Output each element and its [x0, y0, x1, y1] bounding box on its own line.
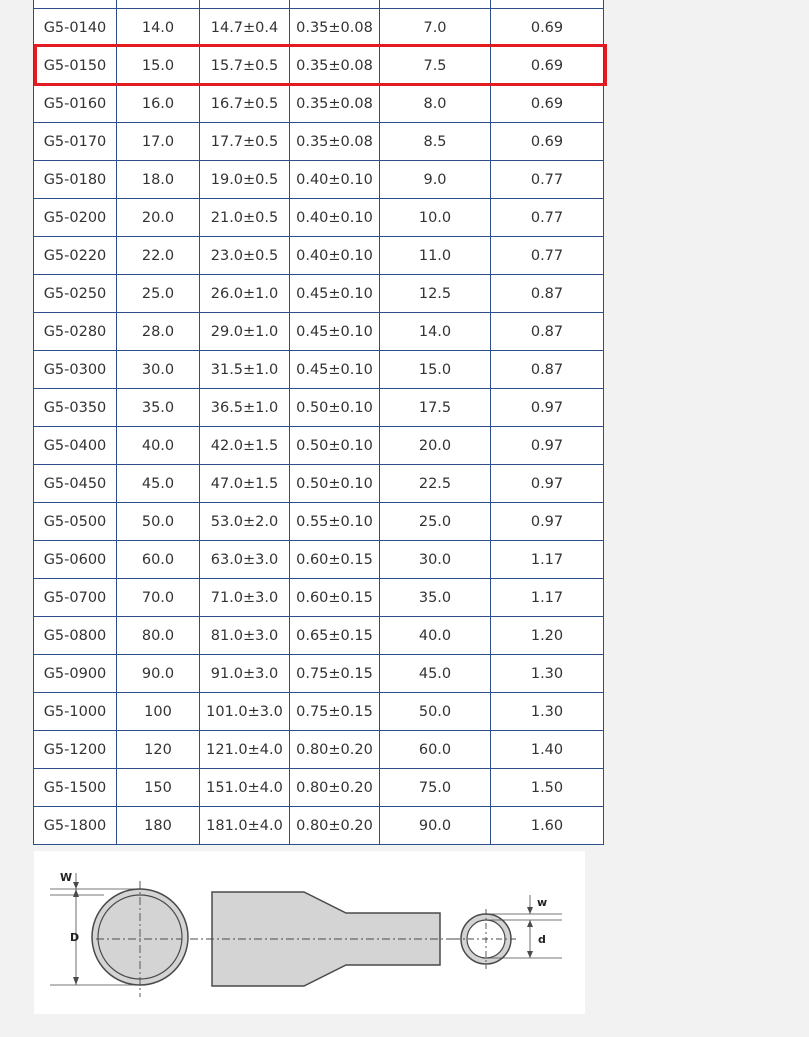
cell-wall-thickness: 0.75±0.15 — [290, 693, 380, 731]
cell-size: 30.0 — [117, 351, 200, 389]
cell-recovered-diameter: 8.0 — [380, 85, 491, 123]
cell-part-number — [33, 0, 117, 9]
table-row — [33, 731, 604, 769]
cell-size: 20.0 — [117, 199, 200, 237]
D-arrow-top — [73, 889, 79, 897]
cell-wall-thickness: 0.55±0.10 — [290, 503, 380, 541]
cell-wall-thickness: 0.65±0.15 — [290, 617, 380, 655]
cell-size: 17.0 — [117, 123, 200, 161]
cell-recovered-diameter: 7.0 — [380, 9, 491, 47]
cell-part-number: G5-1800 — [33, 807, 117, 845]
cell-weight: 0.87 — [491, 275, 604, 313]
cell-wall-thickness: 0.60±0.15 — [290, 579, 380, 617]
table-row — [33, 693, 604, 731]
cell-weight: 0.69 — [491, 85, 604, 123]
cell-part-number: G5-0250 — [33, 275, 117, 313]
table-row-highlighted — [33, 47, 604, 85]
table-row — [33, 0, 604, 9]
cell-part-number: G5-0450 — [33, 465, 117, 503]
table-row — [33, 617, 604, 655]
cell-size: 120 — [117, 731, 200, 769]
cell-recovered-diameter: 60.0 — [380, 731, 491, 769]
cell-part-number: G5-1000 — [33, 693, 117, 731]
cell-recovered-diameter: 20.0 — [380, 427, 491, 465]
cell-part-number: G5-0140 — [33, 9, 117, 47]
cell-size: 100 — [117, 693, 200, 731]
table-row — [33, 807, 604, 845]
table-row — [33, 199, 604, 237]
end-view-large — [50, 871, 188, 997]
cell-weight: 1.17 — [491, 541, 604, 579]
cell-wall-thickness: 0.35±0.08 — [290, 47, 380, 85]
end-view-small — [454, 895, 562, 969]
cell-outer-diameter: 19.0±0.5 — [200, 161, 290, 199]
table-row — [33, 313, 604, 351]
cell-part-number: G5-0300 — [33, 351, 117, 389]
cell-recovered-diameter: 9.0 — [380, 161, 491, 199]
cell-wall-thickness: 0.80±0.20 — [290, 731, 380, 769]
cell-wall-thickness: 0.50±0.10 — [290, 427, 380, 465]
cell-wall-thickness: 0.45±0.10 — [290, 275, 380, 313]
cell-wall-thickness — [290, 0, 380, 9]
dimension-diagram — [34, 851, 585, 1014]
cell-size: 80.0 — [117, 617, 200, 655]
cell-weight: 0.97 — [491, 389, 604, 427]
table-row — [33, 123, 604, 161]
cell-outer-diameter: 151.0±4.0 — [200, 769, 290, 807]
cell-wall-thickness: 0.60±0.15 — [290, 541, 380, 579]
d-arrow-top — [527, 920, 533, 927]
cell-size: 90.0 — [117, 655, 200, 693]
cell-recovered-diameter: 45.0 — [380, 655, 491, 693]
cell-part-number: G5-0500 — [33, 503, 117, 541]
cell-weight: 0.97 — [491, 503, 604, 541]
cell-weight: 0.77 — [491, 161, 604, 199]
cell-part-number: G5-0400 — [33, 427, 117, 465]
table-row — [33, 579, 604, 617]
cell-outer-diameter — [200, 0, 290, 9]
cell-outer-diameter: 36.5±1.0 — [200, 389, 290, 427]
cell-outer-diameter: 29.0±1.0 — [200, 313, 290, 351]
cell-size — [117, 0, 200, 9]
cell-recovered-diameter: 35.0 — [380, 579, 491, 617]
cell-outer-diameter: 31.5±1.0 — [200, 351, 290, 389]
cell-wall-thickness: 0.40±0.10 — [290, 237, 380, 275]
cell-recovered-diameter: 50.0 — [380, 693, 491, 731]
cell-outer-diameter: 21.0±0.5 — [200, 199, 290, 237]
d-arrow-bottom — [527, 951, 533, 958]
cell-wall-thickness: 0.50±0.10 — [290, 465, 380, 503]
table-row — [33, 503, 604, 541]
cell-wall-thickness: 0.50±0.10 — [290, 389, 380, 427]
table-row — [33, 655, 604, 693]
cell-part-number: G5-0180 — [33, 161, 117, 199]
cell-part-number: G5-0600 — [33, 541, 117, 579]
cell-outer-diameter: 121.0±4.0 — [200, 731, 290, 769]
table-row — [33, 769, 604, 807]
cell-size: 180 — [117, 807, 200, 845]
table-row — [33, 161, 604, 199]
cell-weight: 0.97 — [491, 427, 604, 465]
cell-outer-diameter: 81.0±3.0 — [200, 617, 290, 655]
table-row — [33, 85, 604, 123]
cell-weight: 0.87 — [491, 313, 604, 351]
table-row — [33, 465, 604, 503]
cell-weight: 0.69 — [491, 9, 604, 47]
spec-table — [33, 0, 604, 845]
cell-recovered-diameter: 11.0 — [380, 237, 491, 275]
cell-outer-diameter: 15.7±0.5 — [200, 47, 290, 85]
cell-outer-diameter: 63.0±3.0 — [200, 541, 290, 579]
cell-wall-thickness: 0.80±0.20 — [290, 807, 380, 845]
table-row — [33, 389, 604, 427]
cell-recovered-diameter: 7.5 — [380, 47, 491, 85]
cell-weight: 0.97 — [491, 465, 604, 503]
cell-wall-thickness: 0.35±0.08 — [290, 85, 380, 123]
cell-size: 35.0 — [117, 389, 200, 427]
cell-size: 16.0 — [117, 85, 200, 123]
cell-weight: 1.40 — [491, 731, 604, 769]
label-W: W — [60, 871, 73, 884]
cell-size: 25.0 — [117, 275, 200, 313]
cell-part-number: G5-0800 — [33, 617, 117, 655]
cell-size: 40.0 — [117, 427, 200, 465]
table-row — [33, 275, 604, 313]
cell-recovered-diameter: 10.0 — [380, 199, 491, 237]
cell-part-number: G5-0150 — [33, 47, 117, 85]
cell-outer-diameter: 16.7±0.5 — [200, 85, 290, 123]
cell-outer-diameter: 23.0±0.5 — [200, 237, 290, 275]
cell-recovered-diameter: 75.0 — [380, 769, 491, 807]
cell-weight: 1.30 — [491, 693, 604, 731]
cell-size: 28.0 — [117, 313, 200, 351]
cell-recovered-diameter: 22.5 — [380, 465, 491, 503]
cell-part-number: G5-0160 — [33, 85, 117, 123]
cell-wall-thickness: 0.45±0.10 — [290, 313, 380, 351]
cell-weight: 1.50 — [491, 769, 604, 807]
cell-part-number: G5-0170 — [33, 123, 117, 161]
cell-part-number: G5-1200 — [33, 731, 117, 769]
cell-wall-thickness: 0.35±0.08 — [290, 9, 380, 47]
cell-part-number: G5-1500 — [33, 769, 117, 807]
diagram-svg — [34, 851, 585, 1014]
cell-recovered-diameter: 90.0 — [380, 807, 491, 845]
cell-size: 14.0 — [117, 9, 200, 47]
cell-outer-diameter: 101.0±3.0 — [200, 693, 290, 731]
cell-weight: 0.77 — [491, 199, 604, 237]
cell-recovered-diameter: 12.5 — [380, 275, 491, 313]
cell-recovered-diameter: 30.0 — [380, 541, 491, 579]
cell-size: 150 — [117, 769, 200, 807]
cell-recovered-diameter: 14.0 — [380, 313, 491, 351]
cell-wall-thickness: 0.45±0.10 — [290, 351, 380, 389]
cell-size: 18.0 — [117, 161, 200, 199]
cell-weight: 1.17 — [491, 579, 604, 617]
table-row — [33, 9, 604, 47]
cell-weight: 1.20 — [491, 617, 604, 655]
cell-outer-diameter: 14.7±0.4 — [200, 9, 290, 47]
cell-outer-diameter: 181.0±4.0 — [200, 807, 290, 845]
cell-outer-diameter: 26.0±1.0 — [200, 275, 290, 313]
cell-recovered-diameter: 25.0 — [380, 503, 491, 541]
cell-part-number: G5-0350 — [33, 389, 117, 427]
cell-weight — [491, 0, 604, 9]
cell-outer-diameter: 71.0±3.0 — [200, 579, 290, 617]
cell-outer-diameter: 47.0±1.5 — [200, 465, 290, 503]
cell-part-number: G5-0700 — [33, 579, 117, 617]
table-row — [33, 427, 604, 465]
cell-weight: 0.77 — [491, 237, 604, 275]
cell-outer-diameter: 53.0±2.0 — [200, 503, 290, 541]
cell-size: 22.0 — [117, 237, 200, 275]
cell-recovered-diameter: 17.5 — [380, 389, 491, 427]
cell-outer-diameter: 42.0±1.5 — [200, 427, 290, 465]
D-arrow-bottom — [73, 977, 79, 985]
cell-wall-thickness: 0.75±0.15 — [290, 655, 380, 693]
cell-outer-diameter: 17.7±0.5 — [200, 123, 290, 161]
cell-wall-thickness: 0.35±0.08 — [290, 123, 380, 161]
cell-part-number: G5-0900 — [33, 655, 117, 693]
cell-size: 15.0 — [117, 47, 200, 85]
table-row — [33, 237, 604, 275]
table-row — [33, 351, 604, 389]
cell-part-number: G5-0220 — [33, 237, 117, 275]
cell-part-number: G5-0200 — [33, 199, 117, 237]
cell-size: 50.0 — [117, 503, 200, 541]
cell-weight: 1.30 — [491, 655, 604, 693]
label-d: d — [538, 933, 546, 946]
cell-weight: 0.69 — [491, 123, 604, 161]
cell-outer-diameter: 91.0±3.0 — [200, 655, 290, 693]
cell-weight: 1.60 — [491, 807, 604, 845]
cell-size: 45.0 — [117, 465, 200, 503]
W-arrow — [73, 882, 79, 889]
spec-table-body — [33, 0, 604, 845]
table-row — [33, 541, 604, 579]
cell-weight: 0.69 — [491, 47, 604, 85]
cell-wall-thickness: 0.40±0.10 — [290, 161, 380, 199]
cell-size: 60.0 — [117, 541, 200, 579]
cell-recovered-diameter: 8.5 — [380, 123, 491, 161]
cell-recovered-diameter — [380, 0, 491, 9]
cell-weight: 0.87 — [491, 351, 604, 389]
cell-part-number: G5-0280 — [33, 313, 117, 351]
w-arrow — [527, 907, 533, 914]
cell-size: 70.0 — [117, 579, 200, 617]
cell-recovered-diameter: 40.0 — [380, 617, 491, 655]
label-D: D — [70, 931, 80, 944]
cell-wall-thickness: 0.40±0.10 — [290, 199, 380, 237]
label-w: w — [537, 896, 548, 909]
cell-wall-thickness: 0.80±0.20 — [290, 769, 380, 807]
cell-recovered-diameter: 15.0 — [380, 351, 491, 389]
